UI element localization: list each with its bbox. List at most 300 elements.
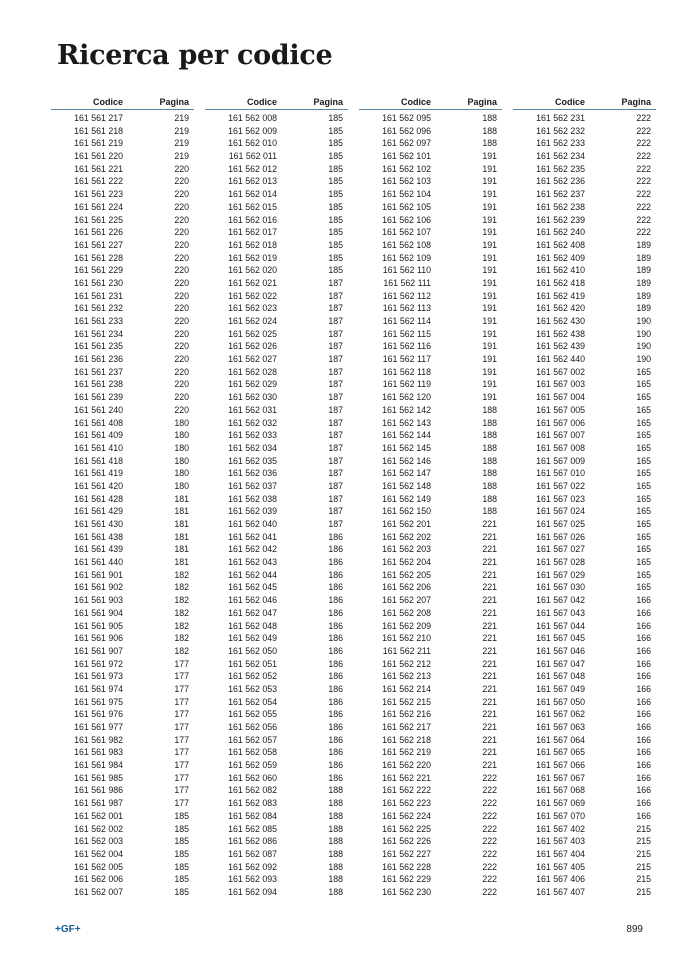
page-number: 899 xyxy=(626,924,643,935)
table-row xyxy=(513,861,656,874)
code-cell: 161 562 011 xyxy=(228,151,277,162)
code-cell: 161 567 069 xyxy=(536,798,585,809)
table-row xyxy=(513,467,656,480)
page-cell: 182 xyxy=(174,620,189,631)
page-cell: 219 xyxy=(174,113,189,123)
code-cell: 161 567 027 xyxy=(536,544,585,555)
table-row xyxy=(205,417,348,430)
page-cell: 186 xyxy=(328,531,343,542)
page-cell: 185 xyxy=(174,823,189,834)
code-cell: 161 562 022 xyxy=(228,290,277,301)
table-row xyxy=(513,594,656,607)
table-row xyxy=(359,277,502,290)
table-row xyxy=(51,873,194,886)
table-row xyxy=(359,467,502,480)
code-cell: 161 562 219 xyxy=(382,747,431,758)
table-row xyxy=(513,417,656,430)
code-cell: 161 567 049 xyxy=(536,683,585,694)
code-cell: 161 561 239 xyxy=(74,392,123,403)
table-row xyxy=(359,480,502,493)
code-cell: 161 562 229 xyxy=(382,874,431,885)
column-header xyxy=(51,95,194,110)
page-cell: 221 xyxy=(482,519,497,529)
code-cell: 161 562 055 xyxy=(228,709,277,720)
code-cell: 161 561 223 xyxy=(74,189,123,200)
code-cell: 161 562 039 xyxy=(228,506,277,517)
code-cell: 161 561 227 xyxy=(74,239,123,250)
code-cell: 161 561 236 xyxy=(74,354,123,365)
page-cell: 166 xyxy=(636,607,651,618)
page-cell: 166 xyxy=(636,747,651,758)
table-row xyxy=(205,175,348,188)
table-row xyxy=(205,784,348,797)
table-row xyxy=(51,429,194,442)
page-cell: 221 xyxy=(482,671,497,682)
page-cell: 221 xyxy=(482,683,497,694)
page-cell: 220 xyxy=(174,316,189,326)
code-cell: 161 562 092 xyxy=(228,861,277,872)
table-row xyxy=(359,239,502,252)
table-row xyxy=(51,518,194,531)
column-header xyxy=(359,95,502,110)
table-row xyxy=(513,505,656,518)
page-cell: 191 xyxy=(482,163,497,174)
table-row xyxy=(513,302,656,315)
code-cell: 161 562 410 xyxy=(536,265,585,276)
page-cell: 165 xyxy=(636,480,651,491)
page-cell: 189 xyxy=(636,290,651,301)
table-row xyxy=(205,302,348,315)
table-row xyxy=(513,531,656,544)
table-row xyxy=(359,493,502,506)
table-row xyxy=(51,708,194,721)
table-row xyxy=(359,455,502,468)
table-row xyxy=(205,708,348,721)
code-cell: 161 561 974 xyxy=(74,683,123,694)
page-cell: 220 xyxy=(174,341,189,352)
page-cell: 187 xyxy=(328,303,343,314)
page-cell: 219 xyxy=(174,151,189,162)
code-cell: 161 561 906 xyxy=(74,633,123,644)
table-row xyxy=(205,391,348,404)
table-row xyxy=(205,848,348,861)
code-cell: 161 562 207 xyxy=(382,595,431,606)
table-row xyxy=(51,277,194,290)
page-cell: 220 xyxy=(174,227,189,238)
page-cell: 165 xyxy=(636,569,651,580)
page-cell: 190 xyxy=(636,328,651,339)
table-row xyxy=(359,417,502,430)
code-cell: 161 562 438 xyxy=(536,328,585,339)
code-cell: 161 561 408 xyxy=(74,417,123,428)
table-row xyxy=(51,239,194,252)
table-row xyxy=(359,581,502,594)
code-cell: 161 562 409 xyxy=(536,252,585,263)
table-row xyxy=(51,137,194,150)
code-cell: 161 562 209 xyxy=(382,620,431,631)
table-row xyxy=(205,772,348,785)
table-row xyxy=(513,772,656,785)
code-cell: 161 567 067 xyxy=(536,772,585,783)
table-row xyxy=(359,797,502,810)
table-row xyxy=(513,784,656,797)
code-cell: 161 562 240 xyxy=(536,227,585,238)
page-cell: 166 xyxy=(636,683,651,694)
page-cell: 185 xyxy=(328,113,343,123)
table-row xyxy=(205,797,348,810)
page-cell: 222 xyxy=(636,163,651,174)
code-cell: 161 562 043 xyxy=(228,557,277,568)
table-row xyxy=(513,252,656,265)
table-row xyxy=(51,759,194,772)
table-row xyxy=(205,873,348,886)
page-cell: 185 xyxy=(328,201,343,212)
code-cell: 161 562 050 xyxy=(228,645,277,656)
page-cell: 186 xyxy=(328,760,343,771)
page-cell: 187 xyxy=(328,468,343,479)
page-cell: 185 xyxy=(174,861,189,872)
page-cell: 215 xyxy=(636,861,651,872)
table-row xyxy=(205,328,348,341)
table-row xyxy=(205,201,348,214)
page-cell: 166 xyxy=(636,620,651,631)
code-cell: 161 562 052 xyxy=(228,671,277,682)
page-cell: 187 xyxy=(328,316,343,326)
page-cell: 165 xyxy=(636,392,651,403)
code-cell: 161 562 208 xyxy=(382,607,431,618)
table-row xyxy=(205,556,348,569)
table-row xyxy=(513,150,656,163)
table-row xyxy=(51,201,194,214)
table-row xyxy=(513,429,656,442)
table-row xyxy=(513,137,656,150)
page-cell: 220 xyxy=(174,265,189,276)
table-row xyxy=(51,378,194,391)
page-cell: 221 xyxy=(482,569,497,580)
page-cell: 188 xyxy=(482,442,497,453)
code-cell: 161 562 002 xyxy=(74,823,123,834)
code-cell: 161 567 009 xyxy=(536,455,585,466)
page-cell: 222 xyxy=(636,201,651,212)
table-row xyxy=(513,328,656,341)
table-row xyxy=(513,721,656,734)
code-cell: 161 562 021 xyxy=(228,277,277,288)
code-cell: 161 562 012 xyxy=(228,163,277,174)
page-cell: 188 xyxy=(482,417,497,428)
code-cell: 161 561 973 xyxy=(74,671,123,682)
table-row xyxy=(359,620,502,633)
page-cell: 191 xyxy=(482,341,497,352)
table-row xyxy=(359,442,502,455)
code-cell: 161 567 065 xyxy=(536,747,585,758)
table-row xyxy=(513,188,656,201)
code-cell: 161 562 116 xyxy=(382,341,431,352)
code-cell: 161 562 035 xyxy=(228,455,277,466)
code-cell: 161 562 102 xyxy=(382,163,431,174)
code-cell: 161 562 234 xyxy=(536,151,585,162)
code-index-tables xyxy=(51,95,656,899)
code-cell: 161 562 227 xyxy=(382,848,431,859)
page-cell: 188 xyxy=(482,138,497,149)
page-cell: 185 xyxy=(328,151,343,162)
page-cell: 186 xyxy=(328,709,343,720)
table-row xyxy=(359,378,502,391)
code-cell: 161 562 201 xyxy=(382,519,431,529)
table-row xyxy=(513,353,656,366)
page-cell: 220 xyxy=(174,201,189,212)
code-cell: 161 562 215 xyxy=(382,696,431,707)
table-row xyxy=(205,823,348,836)
code-cell: 161 562 028 xyxy=(228,366,277,377)
code-cell: 161 567 404 xyxy=(536,848,585,859)
table-row xyxy=(513,226,656,239)
code-cell: 161 561 977 xyxy=(74,722,123,732)
table-row xyxy=(359,226,502,239)
table-row xyxy=(205,581,348,594)
page-cell: 191 xyxy=(482,366,497,377)
code-cell: 161 562 036 xyxy=(228,468,277,479)
page-cell: 165 xyxy=(636,442,651,453)
page-cell: 191 xyxy=(482,277,497,288)
code-cell: 161 562 210 xyxy=(382,633,431,644)
page-cell: 215 xyxy=(636,836,651,847)
table-row xyxy=(359,404,502,417)
table-row xyxy=(205,505,348,518)
table-row xyxy=(359,569,502,582)
code-cell: 161 562 142 xyxy=(382,404,431,415)
table-row xyxy=(359,594,502,607)
page-cell: 188 xyxy=(482,430,497,441)
code-cell: 161 561 230 xyxy=(74,277,123,288)
table-row xyxy=(359,125,502,138)
table-row xyxy=(205,607,348,620)
code-cell: 161 561 237 xyxy=(74,366,123,377)
page-cell: 185 xyxy=(328,125,343,136)
code-cell: 161 562 004 xyxy=(74,848,123,859)
code-cell: 161 561 428 xyxy=(74,493,123,504)
header-pagina: Pagina xyxy=(159,97,189,107)
code-cell: 161 561 222 xyxy=(74,176,123,187)
code-cell: 161 562 003 xyxy=(74,836,123,847)
table-row xyxy=(51,620,194,633)
table-row xyxy=(359,391,502,404)
code-cell: 161 567 023 xyxy=(536,493,585,504)
code-cell: 161 562 213 xyxy=(382,671,431,682)
code-cell: 161 562 059 xyxy=(228,760,277,771)
page-cell: 188 xyxy=(328,874,343,885)
page-cell: 220 xyxy=(174,303,189,314)
page-cell: 165 xyxy=(636,430,651,441)
page-cell: 185 xyxy=(174,848,189,859)
table-row xyxy=(205,569,348,582)
page-cell: 220 xyxy=(174,163,189,174)
code-cell: 161 562 115 xyxy=(382,328,431,339)
page-cell: 180 xyxy=(174,455,189,466)
table-row xyxy=(51,290,194,303)
page-cell: 181 xyxy=(174,531,189,542)
code-cell: 161 567 044 xyxy=(536,620,585,631)
code-cell: 161 562 037 xyxy=(228,480,277,491)
code-cell: 161 562 007 xyxy=(74,886,123,897)
code-cell: 161 567 024 xyxy=(536,506,585,517)
code-cell: 161 561 987 xyxy=(74,798,123,809)
table-row xyxy=(359,683,502,696)
table-row xyxy=(51,632,194,645)
table-row xyxy=(359,658,502,671)
table-row xyxy=(513,455,656,468)
table-row xyxy=(359,734,502,747)
table-row xyxy=(205,683,348,696)
page-cell: 166 xyxy=(636,595,651,606)
table-row xyxy=(359,214,502,227)
table-row xyxy=(513,442,656,455)
code-cell: 161 567 010 xyxy=(536,468,585,479)
page-cell: 221 xyxy=(482,582,497,593)
table-row xyxy=(513,391,656,404)
code-cell: 161 567 022 xyxy=(536,480,585,491)
table-row xyxy=(359,556,502,569)
code-cell: 161 562 040 xyxy=(228,519,277,529)
page-cell: 166 xyxy=(636,772,651,783)
page-cell: 182 xyxy=(174,645,189,656)
page-cell: 220 xyxy=(174,252,189,263)
table-row xyxy=(51,784,194,797)
table-row xyxy=(205,493,348,506)
code-cell: 161 567 025 xyxy=(536,519,585,529)
page-cell: 188 xyxy=(328,810,343,821)
page-cell: 186 xyxy=(328,747,343,758)
page-cell: 221 xyxy=(482,645,497,656)
table-row xyxy=(359,810,502,823)
code-cell: 161 562 013 xyxy=(228,176,277,187)
code-cell: 161 562 006 xyxy=(74,874,123,885)
code-cell: 161 561 903 xyxy=(74,595,123,606)
code-cell: 161 562 237 xyxy=(536,189,585,200)
code-cell: 161 561 409 xyxy=(74,430,123,441)
table-row xyxy=(359,670,502,683)
page-cell: 219 xyxy=(174,138,189,149)
page-title: Ricerca per codice xyxy=(57,40,333,71)
code-cell: 161 562 033 xyxy=(228,430,277,441)
table-row xyxy=(359,746,502,759)
page-cell: 222 xyxy=(482,823,497,834)
page-cell: 187 xyxy=(328,480,343,491)
table-row xyxy=(51,886,194,899)
table-row xyxy=(51,810,194,823)
page-cell: 187 xyxy=(328,328,343,339)
code-cell: 161 562 051 xyxy=(228,658,277,669)
table-row xyxy=(51,340,194,353)
table-row xyxy=(359,150,502,163)
code-cell: 161 562 224 xyxy=(382,810,431,821)
code-cell: 161 562 084 xyxy=(228,810,277,821)
page-cell: 221 xyxy=(482,633,497,644)
table-row xyxy=(51,797,194,810)
code-cell: 161 562 148 xyxy=(382,480,431,491)
code-cell: 161 562 111 xyxy=(383,277,431,288)
code-cell: 161 562 221 xyxy=(382,772,431,783)
code-cell: 161 562 419 xyxy=(536,290,585,301)
page-cell: 191 xyxy=(482,239,497,250)
table-row xyxy=(513,873,656,886)
code-cell: 161 562 143 xyxy=(382,417,431,428)
table-row xyxy=(359,632,502,645)
page-cell: 221 xyxy=(482,544,497,555)
table-row xyxy=(513,708,656,721)
table-row xyxy=(359,353,502,366)
header-codice: Codice xyxy=(554,97,585,107)
page-cell: 177 xyxy=(174,785,189,796)
page-cell: 220 xyxy=(174,189,189,200)
table-row xyxy=(513,569,656,582)
table-row xyxy=(513,734,656,747)
page-cell: 166 xyxy=(636,798,651,809)
table-row xyxy=(513,683,656,696)
code-cell: 161 567 028 xyxy=(536,557,585,568)
page-cell: 177 xyxy=(174,658,189,669)
page-cell: 187 xyxy=(328,379,343,390)
code-cell: 161 562 056 xyxy=(228,722,277,732)
table-row xyxy=(205,696,348,709)
header-codice: Codice xyxy=(92,97,123,107)
page-cell: 181 xyxy=(174,506,189,517)
code-cell: 161 562 232 xyxy=(536,125,585,136)
page-cell: 186 xyxy=(328,582,343,593)
page-cell: 220 xyxy=(174,239,189,250)
page-cell: 188 xyxy=(482,404,497,415)
page-cell: 189 xyxy=(636,239,651,250)
code-cell: 161 562 216 xyxy=(382,709,431,720)
table-row xyxy=(205,315,348,328)
table-row xyxy=(359,290,502,303)
page-cell: 186 xyxy=(328,544,343,555)
table-row xyxy=(513,848,656,861)
page-cell: 222 xyxy=(636,113,651,123)
page-cell: 222 xyxy=(636,151,651,162)
code-cell: 161 562 101 xyxy=(382,151,431,162)
page-cell: 191 xyxy=(482,201,497,212)
code-cell: 161 562 083 xyxy=(228,798,277,809)
table-row xyxy=(513,201,656,214)
table-row xyxy=(51,353,194,366)
table-row xyxy=(205,125,348,138)
table-row xyxy=(205,455,348,468)
code-cell: 161 562 226 xyxy=(382,836,431,847)
page-cell: 165 xyxy=(636,379,651,390)
page-cell: 180 xyxy=(174,480,189,491)
code-cell: 161 562 223 xyxy=(382,798,431,809)
page-cell: 219 xyxy=(174,125,189,136)
page-cell: 188 xyxy=(328,886,343,897)
code-cell: 161 562 120 xyxy=(382,392,431,403)
table-row xyxy=(513,493,656,506)
page-cell: 177 xyxy=(174,696,189,707)
table-row xyxy=(51,607,194,620)
page-cell: 185 xyxy=(328,227,343,238)
page-cell: 220 xyxy=(174,290,189,301)
header-codice: Codice xyxy=(400,97,431,107)
page-cell: 186 xyxy=(328,645,343,656)
table-row xyxy=(205,239,348,252)
table-row xyxy=(51,772,194,785)
index-rows xyxy=(513,112,656,899)
page-cell: 166 xyxy=(636,671,651,682)
code-cell: 161 562 093 xyxy=(228,874,277,885)
table-row xyxy=(51,442,194,455)
table-row xyxy=(51,163,194,176)
table-row xyxy=(513,163,656,176)
code-cell: 161 567 068 xyxy=(536,785,585,796)
